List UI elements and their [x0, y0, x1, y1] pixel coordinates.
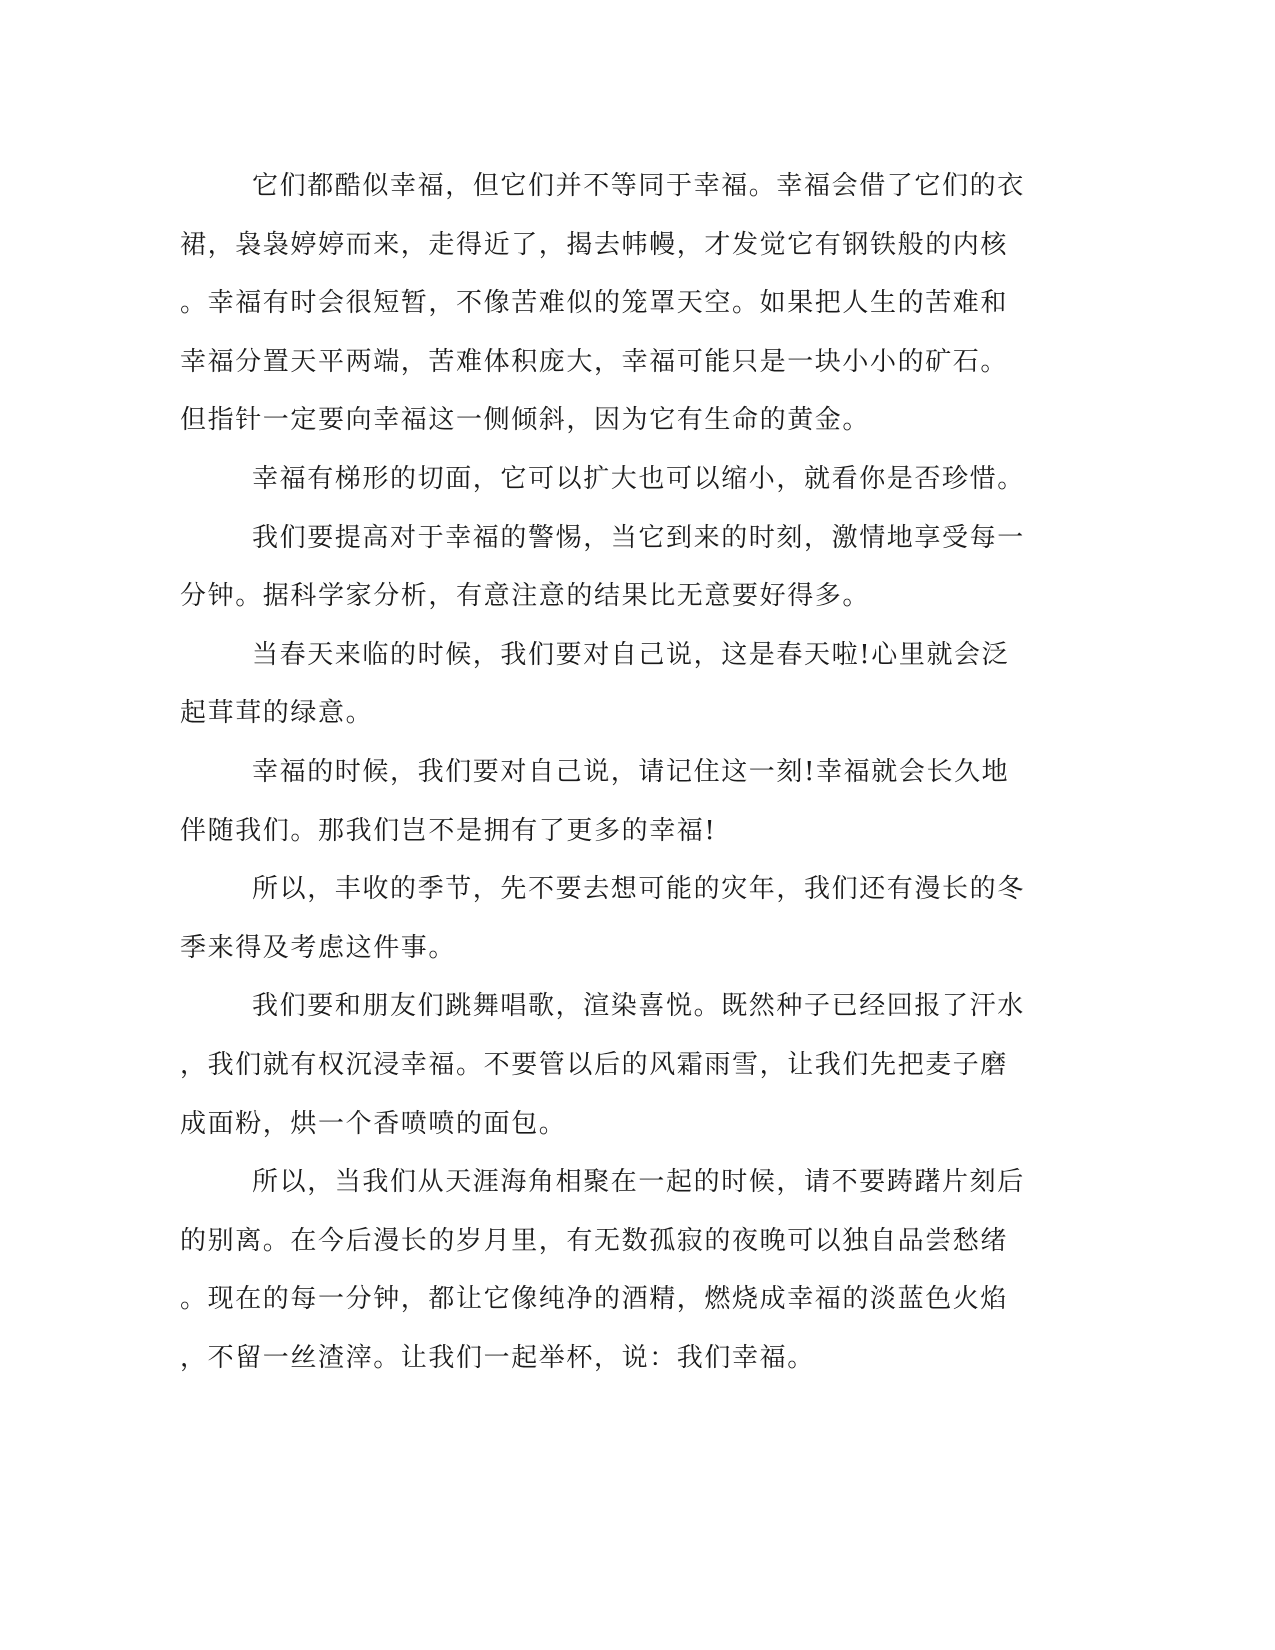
body-text	[180, 157, 1040, 1387]
text-line: 我们要和朋友们跳舞唱歌，渲染喜悦。既然种子已经回报了汗水	[252, 991, 1025, 1022]
text-line: 所以，当我们从天涯海角相聚在一起的时候，请不要踌躇片刻后	[252, 1167, 1025, 1198]
text-line: 。幸福有时会很短暂，不像苦难似的笼罩天空。如果把人生的苦难和	[180, 288, 1009, 319]
text-line: 当春天来临的时候，我们要对自己说，这是春天啦!心里就会泛	[252, 639, 1010, 670]
text-line: 裙，袅袅婷婷而来，走得近了，揭去帏幔，才发觉它有钢铁般的内核	[180, 229, 1009, 260]
text-line: 幸福的时候，我们要对自己说，请记住这一刻!幸福就会长久地	[252, 756, 1010, 787]
text-line: 季来得及考虑这件事。	[180, 932, 457, 963]
text-line: 所以，丰收的季节，先不要去想可能的灾年，我们还有漫长的冬	[252, 874, 1025, 905]
text-line: 的别离。在今后漫长的岁月里，有无数孤寂的夜晚可以独自品尝愁绪	[180, 1225, 1009, 1256]
text-line: 伴随我们。那我们岂不是拥有了更多的幸福!	[180, 815, 717, 846]
text-line: 但指针一定要向幸福这一侧倾斜，因为它有生命的黄金。	[180, 405, 871, 436]
text-line: 它们都酷似幸福，但它们并不等同于幸福。幸福会借了它们的衣	[252, 171, 1025, 201]
text-line: 起茸茸的绿意。	[180, 698, 374, 729]
text-line: 分钟。据科学家分析，有意注意的结果比无意要好得多。	[180, 581, 871, 612]
text-line: ，不留一丝渣滓。让我们一起举杯，说：我们幸福。	[180, 1342, 815, 1373]
text-line: ，我们就有权沉浸幸福。不要管以后的风霜雨雪，让我们先把麦子磨	[180, 1049, 1009, 1080]
text-line: 幸福分置天平两端，苦难体积庞大，幸福可能只是一块小小的矿石。	[180, 346, 1009, 377]
text-line: 。现在的每一分钟，都让它像纯净的酒精，燃烧成幸福的淡蓝色火焰	[180, 1284, 1009, 1315]
text-line: 我们要提高对于幸福的警惕，当它到来的时刻，激情地享受每一	[252, 522, 1025, 553]
text-line: 幸福有梯形的切面，它可以扩大也可以缩小，就看你是否珍惜。	[252, 463, 1025, 494]
text-line: 成面粉，烘一个香喷喷的面包。	[180, 1108, 567, 1139]
